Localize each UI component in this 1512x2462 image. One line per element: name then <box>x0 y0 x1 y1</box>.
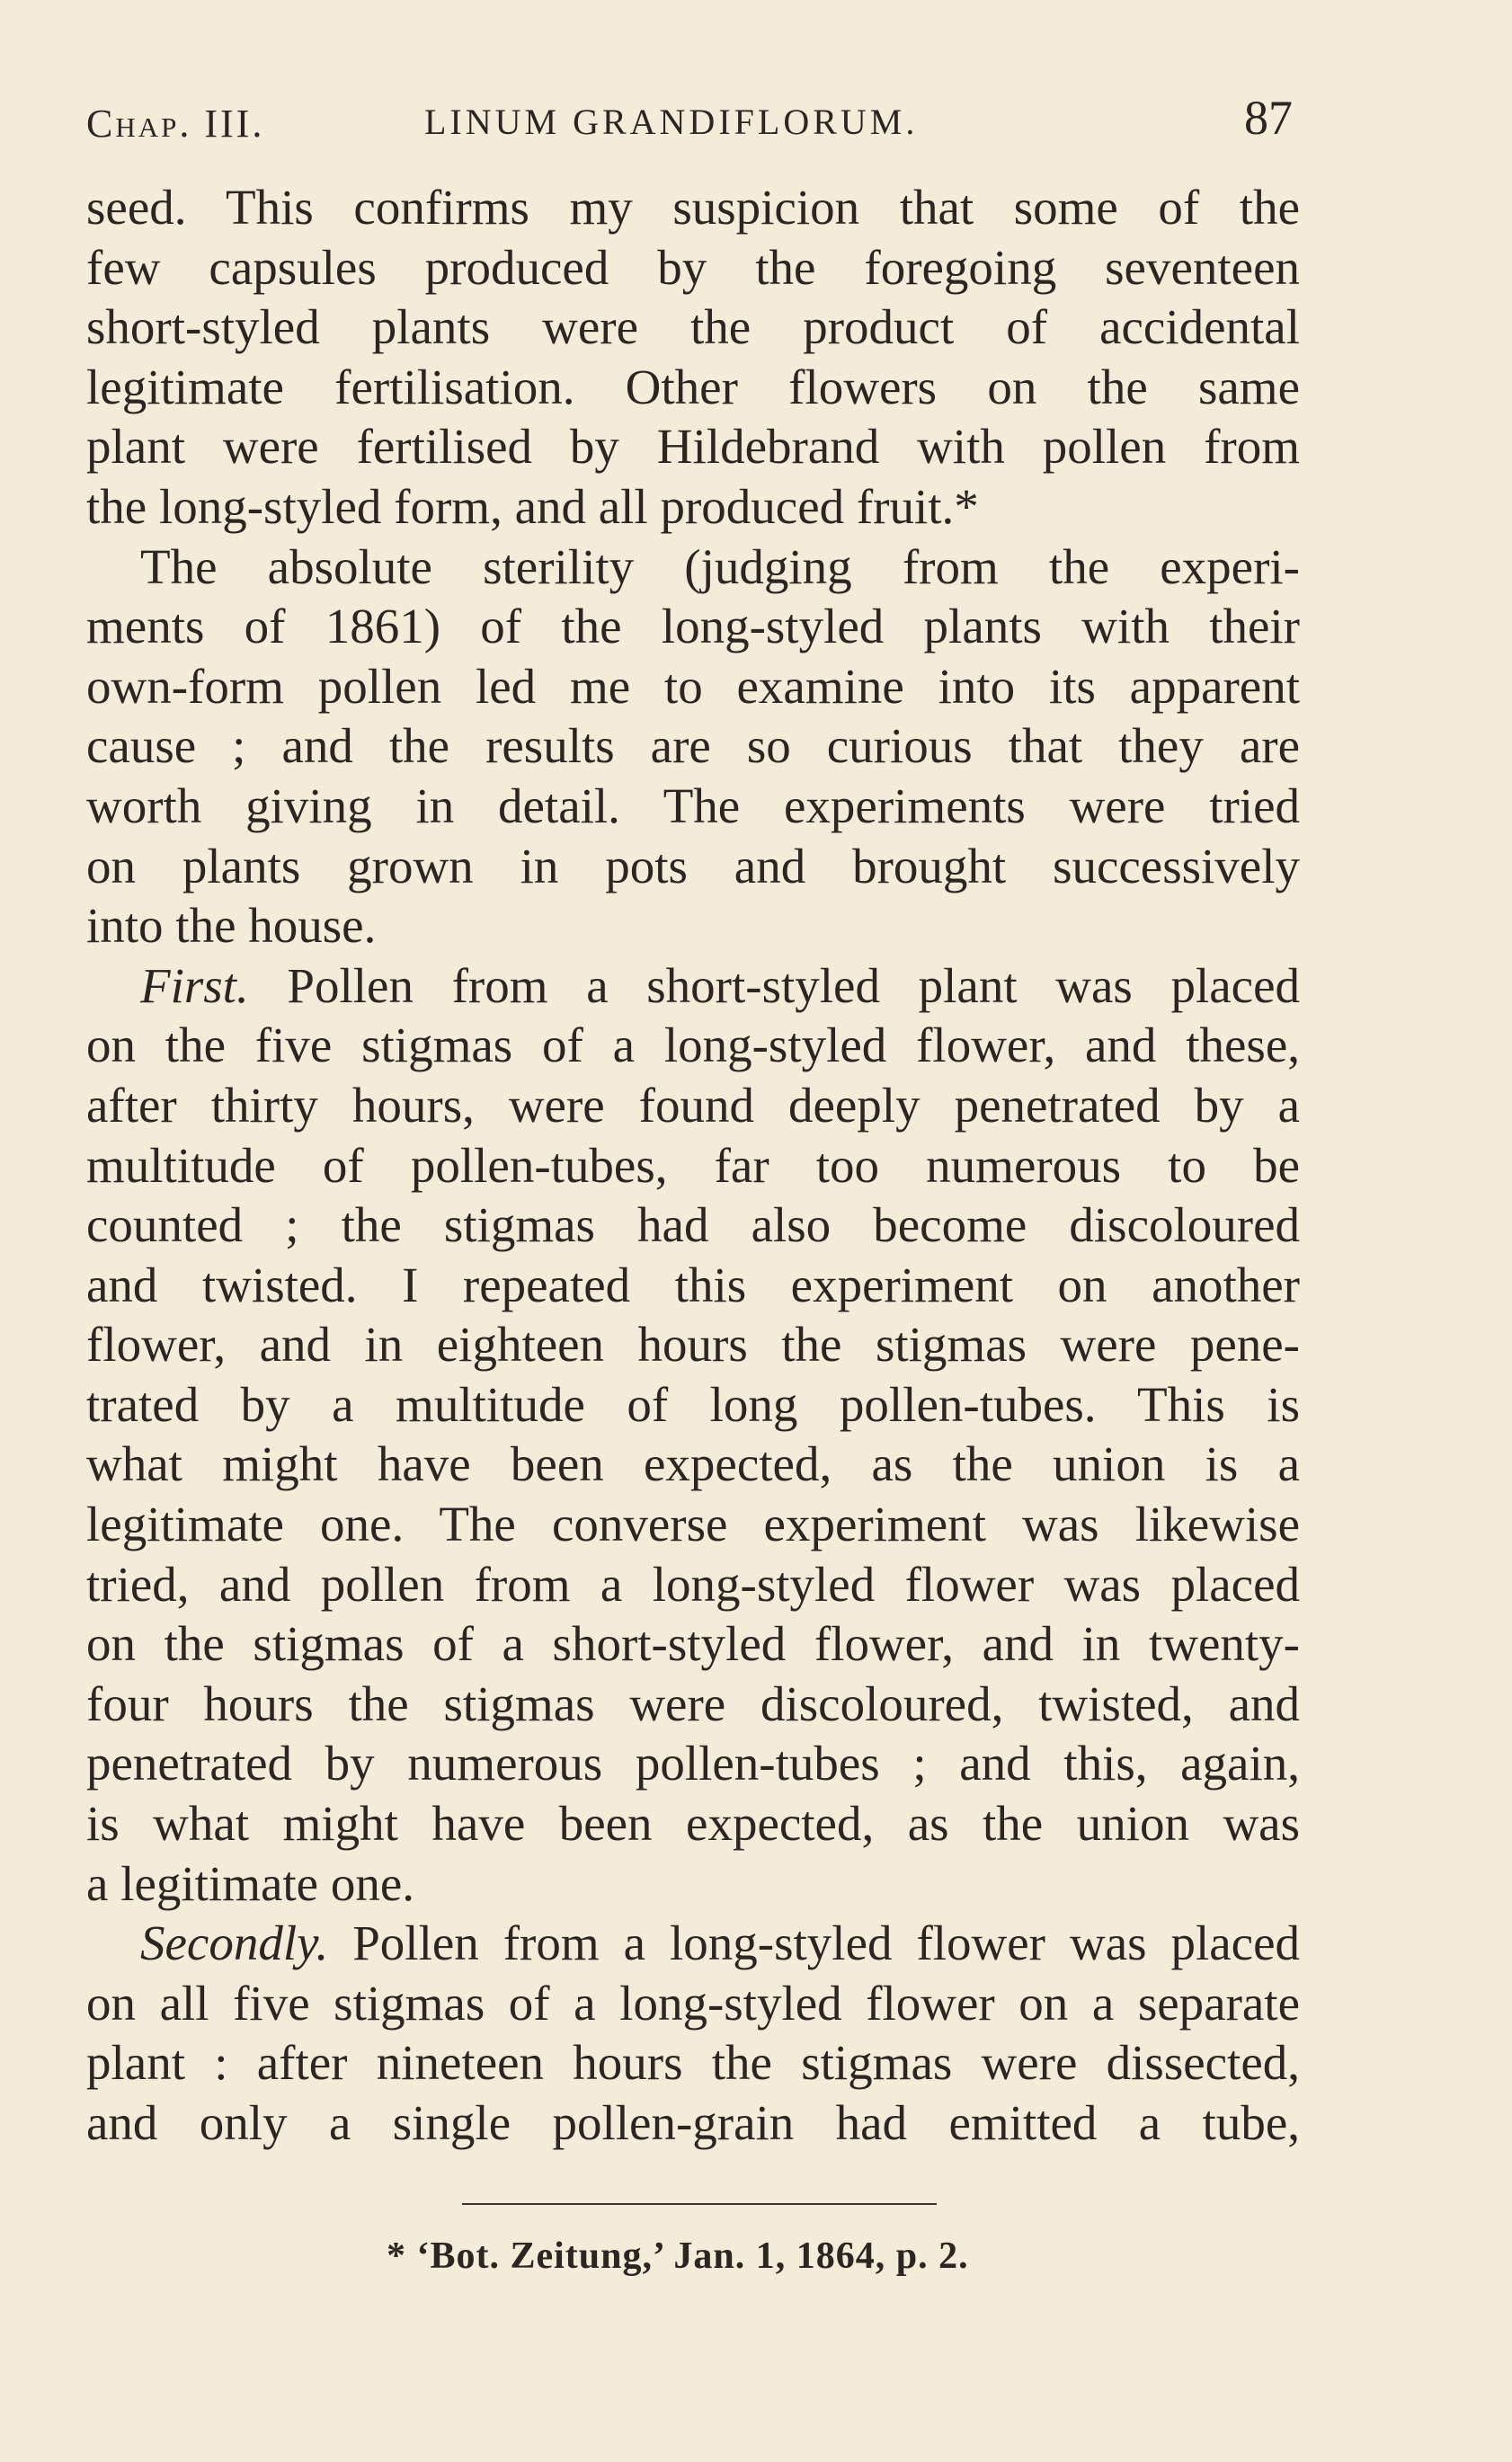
text-line-rest: Pollen from a short-styled plant was placed <box>248 957 1300 1013</box>
footnote-divider <box>462 2203 937 2205</box>
text-line: plant were fertilised by Hildebrand with pollen from <box>86 419 1300 475</box>
text-line <box>86 956 1300 1017</box>
text-line: legitimate fertilisation. Other flowers on the same <box>86 359 1300 414</box>
text-line: on plants grown in pots and brought successively <box>86 838 1300 893</box>
paragraph-1 <box>86 178 1300 538</box>
text-line <box>86 1914 1300 1974</box>
section-lead: Secondly. <box>140 1915 329 1971</box>
text-line: on the five stigmas of a long-styled flower, and these, <box>86 1018 1300 1073</box>
text-line: four hours the stigmas were discoloured, twisted, and <box>86 1675 1300 1731</box>
text-line: multitude of pollen-tubes, far too numerous to be <box>86 1137 1300 1193</box>
text-line: plant : after nineteen hours the stigmas were dissected, <box>86 2035 1300 2091</box>
section-lead: First. <box>140 957 249 1013</box>
text-line: and twisted. I repeated this experiment on another <box>86 1257 1300 1312</box>
text-line: into the house. <box>86 898 377 954</box>
text-line: on all five stigmas of a long-styled flower on a separate <box>86 1975 1300 2031</box>
text-line: worth giving in detail. The experiments were tried <box>86 778 1300 833</box>
text-line: a legitimate one. <box>86 1855 414 1911</box>
text-line: flower, and in eighteen hours the stigmas were pene- <box>86 1317 1300 1373</box>
text-line: counted ; the stigmas had also become discoloured <box>86 1197 1300 1253</box>
text-line-rest: Pollen from a long-styled flower was placed <box>328 1915 1300 1971</box>
text-line: is what might have been expected, as the union was <box>86 1796 1300 1852</box>
text-line: legitimate one. The converse experiment was likewise <box>86 1497 1300 1552</box>
footnote: * ‘Bot. Zeitung,’ Jan. 1, 1864, p. 2. <box>387 2235 969 2277</box>
paragraph-2 <box>86 538 1300 956</box>
text-line: short-styled plants were the product of accidental <box>86 299 1300 355</box>
running-head <box>86 90 1300 153</box>
text-line: the long-styled form, and all produced fruit.* <box>86 478 979 534</box>
text-line: ments of 1861) of the long-styled plants with their <box>86 599 1300 654</box>
page-number: 87 <box>1244 91 1293 145</box>
text-line: seed. This confirms my suspicion that some of the <box>86 180 1300 235</box>
paragraph-3 <box>86 956 1300 1915</box>
text-line: trated by a multitude of long pollen-tubes. This is <box>86 1376 1300 1432</box>
text-line: on the stigmas of a short-styled flower, and in twenty- <box>86 1616 1300 1672</box>
text-line: The absolute sterility (judging from the experi- <box>140 538 1300 594</box>
body-text <box>86 178 1300 2154</box>
text-line: own-form pollen led me to examine into its apparent <box>86 658 1300 714</box>
chapter-label: Chap. III. <box>86 102 265 146</box>
text-line: what might have been expected, as the union is a <box>86 1436 1300 1492</box>
text-line: few capsules produced by the foregoing seventeen <box>86 239 1300 295</box>
text-line: after thirty hours, were found deeply penetrated by a <box>86 1077 1300 1133</box>
running-title: LINUM GRANDIFLORUM. <box>424 102 919 142</box>
text-line: penetrated by numerous pollen-tubes ; and this, again, <box>86 1736 1300 1791</box>
text-line: tried, and pollen from a long-styled flower was placed <box>86 1556 1300 1612</box>
text-line: cause ; and the results are so curious that they are <box>86 718 1300 774</box>
text-line: and only a single pollen-grain had emitted a tube, <box>86 2095 1300 2150</box>
paragraph-4 <box>86 1914 1300 2153</box>
